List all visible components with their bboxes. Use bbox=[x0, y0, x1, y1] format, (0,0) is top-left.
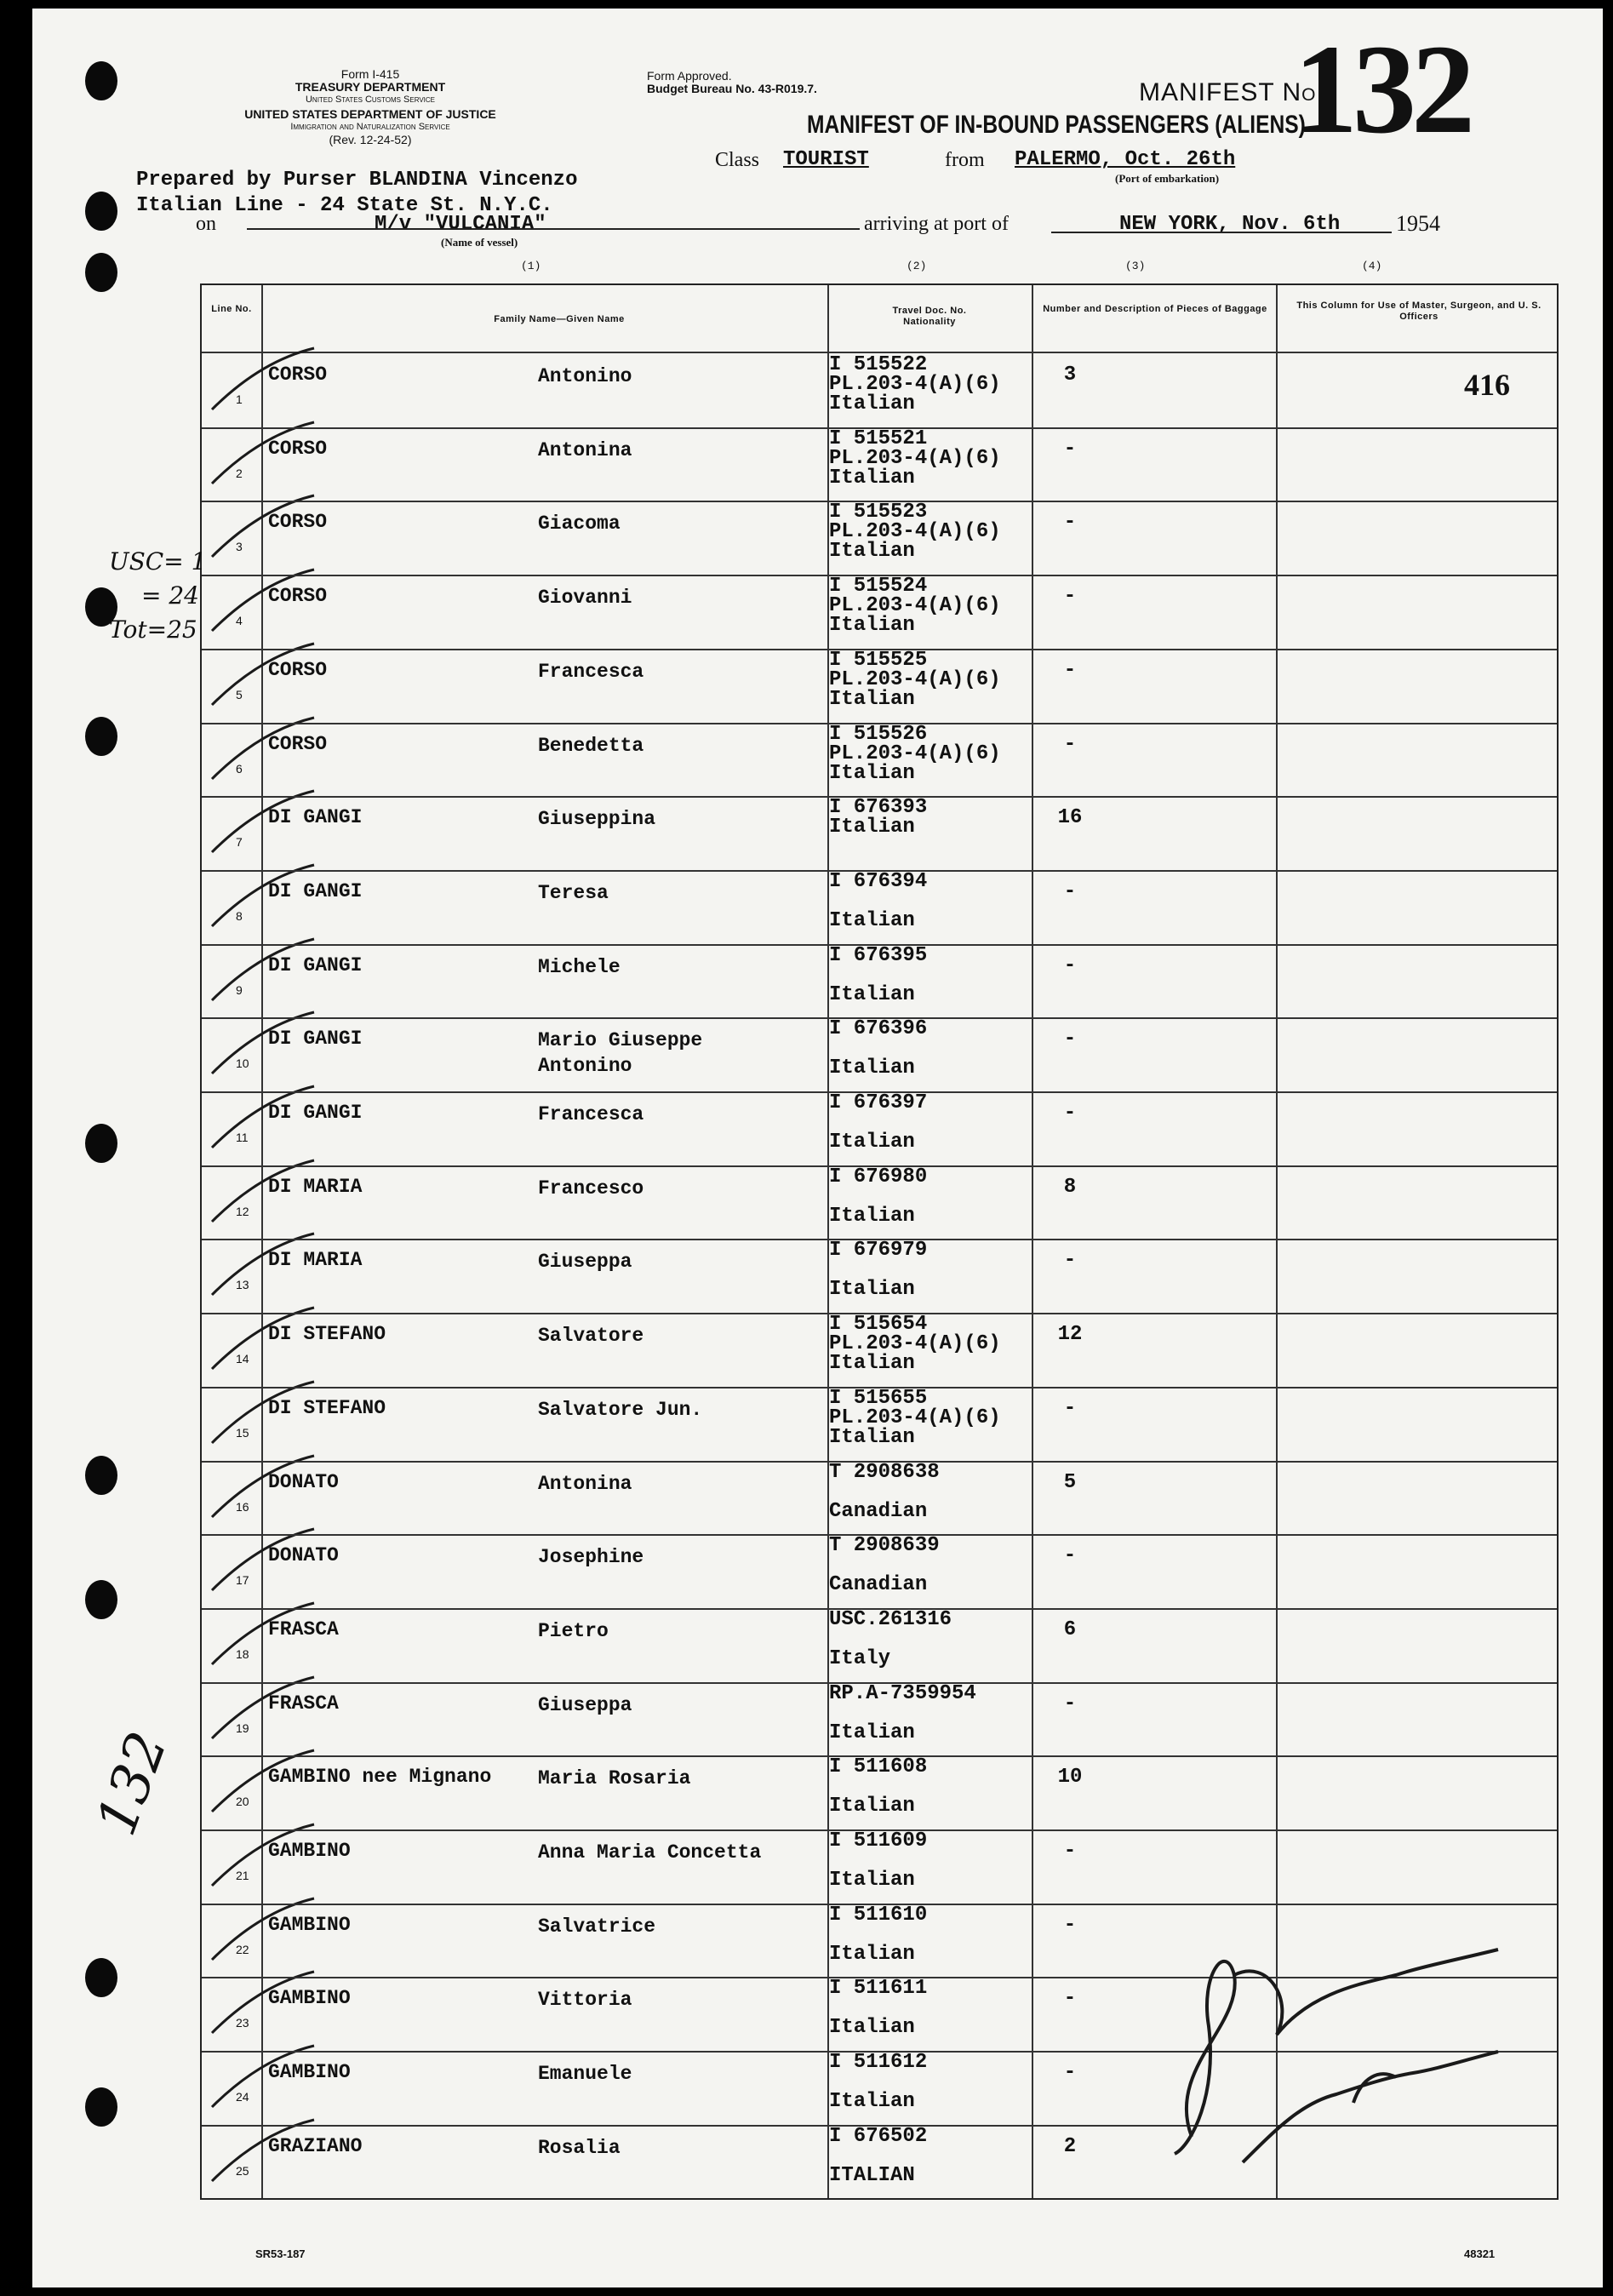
travel-doc-line: I 515655 bbox=[829, 1386, 928, 1410]
line-number: 5 bbox=[236, 687, 243, 701]
travel-doc-line: I 511610 bbox=[829, 1903, 928, 1927]
given-name: Francesca bbox=[538, 660, 644, 683]
travel-doc bbox=[829, 650, 1001, 709]
class-label: Class bbox=[715, 149, 760, 171]
travel-doc-line: I 511608 bbox=[829, 1755, 928, 1779]
travel-doc-line: PL.203-4(A)(6) bbox=[829, 446, 1001, 470]
table-row bbox=[202, 575, 1557, 648]
travel-doc-line: Italian bbox=[829, 1795, 915, 1818]
line-number: 18 bbox=[236, 1646, 249, 1661]
given-name: Antonina bbox=[538, 438, 632, 461]
line-number: 13 bbox=[236, 1278, 249, 1292]
given-name: Emanuele bbox=[538, 2063, 632, 2086]
travel-doc-line bbox=[829, 1925, 927, 1944]
family-name: DI GANGI bbox=[268, 1028, 363, 1051]
baggage-count: - bbox=[1063, 1544, 1077, 1568]
family-name: GAMBINO bbox=[268, 2061, 351, 2084]
family-name: GAMBINO bbox=[268, 1913, 351, 1936]
given-name: Giacoma bbox=[538, 512, 621, 535]
travel-doc-line bbox=[829, 837, 927, 856]
baggage-count: 2 bbox=[1063, 2134, 1077, 2158]
baggage-count: 6 bbox=[1063, 1618, 1077, 1641]
given-name: Pietro bbox=[538, 1619, 609, 1642]
table-row bbox=[202, 1017, 1557, 1091]
given-name: Giuseppina bbox=[538, 808, 656, 831]
travel-doc-line: Italian bbox=[829, 1278, 915, 1302]
travel-doc bbox=[829, 2124, 928, 2187]
table-row bbox=[202, 1091, 1557, 1165]
travel-doc-line: I 676502 bbox=[829, 2124, 928, 2148]
travel-doc-line: I 511612 bbox=[829, 2051, 928, 2075]
travel-doc-line bbox=[829, 1482, 940, 1502]
travel-doc bbox=[829, 1460, 940, 1523]
from-value: PALERMO, Oct. 26th bbox=[1015, 148, 1236, 171]
baggage-count: - bbox=[1063, 511, 1077, 535]
row-divider bbox=[202, 1461, 1557, 1463]
family-name: CORSO bbox=[268, 585, 328, 608]
binder-hole bbox=[85, 1456, 117, 1495]
line-number: 7 bbox=[236, 835, 243, 850]
shipping-line: Italian Line - 24 State St. N.Y.C. bbox=[136, 194, 553, 217]
binder-hole bbox=[85, 192, 117, 231]
travel-doc-line: Italian bbox=[829, 687, 915, 711]
line-number: 16 bbox=[236, 1499, 249, 1514]
travel-doc-line: I 676980 bbox=[829, 1165, 928, 1188]
family-name: CORSO bbox=[268, 511, 328, 534]
table-row bbox=[202, 1534, 1557, 1607]
row-divider bbox=[202, 1534, 1557, 1536]
tally-total: Tot=25 bbox=[109, 616, 197, 644]
header-name: Family Name—Given Name bbox=[494, 314, 625, 324]
travel-doc-line: I 515523 bbox=[829, 501, 928, 524]
travel-doc bbox=[829, 798, 927, 856]
baggage-count: 12 bbox=[1057, 1323, 1083, 1347]
travel-doc-line: PL.203-4(A)(6) bbox=[829, 1406, 1001, 1429]
header-baggage: Number and Description of Pieces of Baggage bbox=[1043, 304, 1267, 314]
baggage-count: - bbox=[1063, 953, 1077, 977]
treasury-label: TREASURY DEPARTMENT bbox=[295, 80, 446, 94]
travel-doc-line: I 511611 bbox=[829, 1977, 928, 2001]
given-name: Antonino bbox=[538, 365, 632, 387]
table-row bbox=[202, 1239, 1557, 1312]
travel-doc-line: I 515524 bbox=[829, 575, 928, 598]
travel-doc bbox=[829, 1977, 928, 2040]
given-name: Benedetta bbox=[538, 734, 644, 757]
baggage-count: - bbox=[1063, 1028, 1077, 1051]
travel-doc-line bbox=[829, 965, 927, 985]
travel-doc bbox=[829, 1239, 928, 1302]
family-name: CORSO bbox=[268, 437, 328, 460]
baggage-count: 5 bbox=[1063, 1470, 1077, 1494]
travel-doc-line: PL.203-4(A)(6) bbox=[829, 1332, 1001, 1356]
travel-doc bbox=[829, 1313, 1001, 1376]
line-number: 6 bbox=[236, 761, 243, 776]
baggage-count: - bbox=[1063, 732, 1077, 756]
row-divider bbox=[202, 1239, 1557, 1240]
arriving-value: NEW YORK, Nov. 6th bbox=[1119, 213, 1341, 236]
manifest-number-label: MANIFEST No. bbox=[1139, 78, 1324, 106]
travel-doc-line: I 676394 bbox=[829, 869, 928, 893]
row-divider bbox=[202, 501, 1557, 502]
row-divider bbox=[202, 1904, 1557, 1905]
line-number: 2 bbox=[236, 466, 243, 480]
class-value: TOURIST bbox=[783, 148, 869, 171]
row-divider bbox=[202, 1165, 1557, 1167]
travel-doc-line: RP.A-7359954 bbox=[829, 1681, 976, 1705]
family-name: DI GANGI bbox=[268, 953, 363, 976]
column4-count: 416 bbox=[1464, 368, 1510, 402]
line-number: 14 bbox=[236, 1352, 249, 1366]
table-row bbox=[202, 427, 1557, 501]
prepared-by: Prepared by Purser BLANDINA Vincenzo bbox=[136, 169, 578, 192]
baggage-count: 16 bbox=[1057, 806, 1083, 830]
table-row bbox=[202, 649, 1557, 722]
travel-doc-line: I 515525 bbox=[829, 648, 928, 672]
line-number: 9 bbox=[236, 982, 243, 997]
travel-doc-line: Italian bbox=[829, 982, 915, 1006]
travel-doc-line bbox=[829, 1187, 927, 1206]
travel-doc-line: I 515526 bbox=[829, 722, 928, 746]
manifest-title: MANIFEST OF IN-BOUND PASSENGERS (ALIENS) bbox=[807, 111, 1306, 139]
travel-doc-line: I 676395 bbox=[829, 943, 928, 967]
family-name: DONATO bbox=[268, 1544, 339, 1567]
family-name: DI STEFANO bbox=[268, 1396, 386, 1419]
from-label: from bbox=[945, 149, 985, 171]
baggage-count: - bbox=[1063, 1102, 1077, 1125]
row-divider bbox=[202, 944, 1557, 946]
given-name: Francesca bbox=[538, 1103, 644, 1125]
handwritten-tally bbox=[109, 545, 206, 647]
arriving-underline bbox=[1051, 232, 1392, 233]
travel-doc bbox=[829, 1831, 927, 1890]
given-name: Teresa bbox=[538, 881, 609, 904]
line-number: 23 bbox=[236, 2016, 249, 2030]
travel-doc-line: Italian bbox=[829, 1204, 915, 1228]
header-officers: This Column for Use of Master, Surgeon, and U. S. Officers bbox=[1296, 301, 1542, 322]
family-name: DI GANGI bbox=[268, 806, 363, 829]
given-name: Mario Giuseppe Antonino bbox=[538, 1029, 703, 1078]
travel-doc bbox=[829, 1757, 927, 1816]
given-name: Vittoria bbox=[538, 1989, 632, 2012]
given-name: Salvatore bbox=[538, 1325, 644, 1348]
travel-doc-line: Italian bbox=[829, 1425, 915, 1449]
travel-doc-line: Italian bbox=[829, 2090, 915, 2114]
given-name: Salvatrice bbox=[538, 1915, 656, 1938]
travel-doc-line: I 511609 bbox=[829, 1829, 928, 1852]
travel-doc-line: Canadian bbox=[829, 1499, 928, 1523]
customs-label: United States Customs Service bbox=[305, 94, 436, 105]
line-number: 22 bbox=[236, 1942, 249, 1956]
footer-serial: 48321 bbox=[1464, 2247, 1496, 2260]
travel-doc-line: Italian bbox=[829, 908, 915, 932]
travel-doc-line bbox=[829, 1629, 952, 1649]
baggage-count: - bbox=[1063, 1396, 1077, 1420]
baggage-count: - bbox=[1063, 1249, 1077, 1273]
travel-doc-line: Italian bbox=[829, 1869, 915, 1892]
year: 1954 bbox=[1396, 211, 1440, 236]
line-number: 24 bbox=[236, 2090, 249, 2104]
binder-hole bbox=[85, 61, 117, 100]
travel-doc-line bbox=[829, 1260, 927, 1280]
table-row bbox=[202, 1387, 1557, 1460]
family-name: DONATO bbox=[268, 1470, 339, 1493]
travel-doc-line: Italian bbox=[829, 1056, 915, 1080]
check-mark bbox=[203, 341, 323, 418]
handwritten-132: 132 bbox=[85, 1724, 180, 1844]
table-row bbox=[202, 353, 1557, 427]
table-row bbox=[202, 944, 1557, 1017]
travel-doc bbox=[829, 1167, 927, 1226]
row-divider bbox=[202, 649, 1557, 650]
travel-doc-line bbox=[829, 1039, 927, 1058]
travel-doc-line: Italian bbox=[829, 614, 915, 638]
given-name: Antonina bbox=[538, 1472, 632, 1495]
travel-doc-line: PL.203-4(A)(6) bbox=[829, 373, 1001, 396]
row-divider bbox=[202, 1387, 1557, 1388]
travel-doc-line bbox=[829, 1851, 927, 1870]
travel-doc bbox=[829, 1905, 927, 1964]
travel-doc-line: I 676393 bbox=[829, 796, 928, 820]
travel-doc-line: USC.261316 bbox=[829, 1607, 952, 1631]
family-name: DI MARIA bbox=[268, 1175, 363, 1198]
row-divider bbox=[202, 1755, 1557, 1757]
binder-hole bbox=[85, 253, 117, 292]
given-name: Rosalia bbox=[538, 2136, 621, 2159]
manifest-number: 132 bbox=[1294, 19, 1470, 160]
travel-doc-line: Italian bbox=[829, 392, 915, 415]
travel-doc bbox=[829, 575, 1001, 638]
travel-doc-line: PL.203-4(A)(6) bbox=[829, 594, 1001, 618]
family-name: GRAZIANO bbox=[268, 2134, 363, 2157]
travel-doc bbox=[829, 1681, 976, 1744]
baggage-count: - bbox=[1063, 658, 1077, 682]
family-name: GAMBINO bbox=[268, 1840, 351, 1862]
travel-doc bbox=[829, 429, 1001, 488]
vessel-underline bbox=[247, 228, 860, 230]
table-row bbox=[202, 501, 1557, 574]
travel-doc-line: Canadian bbox=[829, 1573, 928, 1597]
travel-doc-line: ITALIAN bbox=[829, 2163, 915, 2187]
vessel-name: M/v "VULCANIA" bbox=[375, 213, 546, 236]
form-approved: Form Approved. bbox=[647, 69, 732, 83]
budget-bureau: Budget Bureau No. 43-R019.7. bbox=[647, 82, 817, 95]
row-divider bbox=[202, 1829, 1557, 1831]
table-row bbox=[202, 1755, 1557, 1829]
travel-doc-line: Italian bbox=[829, 540, 915, 564]
line-number: 1 bbox=[236, 392, 243, 406]
binder-hole bbox=[85, 1124, 117, 1163]
travel-doc-line bbox=[829, 1555, 940, 1575]
baggage-count: - bbox=[1063, 1913, 1077, 1937]
travel-doc bbox=[829, 943, 928, 1006]
line-number: 19 bbox=[236, 1721, 249, 1735]
passenger-table bbox=[200, 283, 1559, 2200]
travel-doc-line: Italian bbox=[829, 1352, 915, 1376]
travel-doc-line: I 676396 bbox=[829, 1017, 928, 1041]
travel-doc-line bbox=[829, 1703, 976, 1723]
line-number: 4 bbox=[236, 614, 243, 628]
family-name: FRASCA bbox=[268, 1692, 339, 1715]
travel-doc bbox=[829, 724, 1001, 783]
table-row bbox=[202, 1461, 1557, 1534]
given-name: Giuseppa bbox=[538, 1693, 632, 1716]
header-line-no: Line No. bbox=[211, 304, 252, 314]
footer-form-code: SR53-187 bbox=[255, 2247, 306, 2260]
column-number-3: (3) bbox=[1125, 260, 1146, 272]
travel-doc bbox=[829, 355, 1001, 414]
travel-doc-line bbox=[829, 1777, 927, 1796]
revision-label: (Rev. 12-24-52) bbox=[329, 133, 412, 146]
table-row bbox=[202, 1682, 1557, 1755]
travel-doc-line: Italian bbox=[829, 1721, 915, 1744]
travel-doc-line: Italian bbox=[829, 816, 915, 839]
port-caption: (Port of embarkation) bbox=[1115, 172, 1220, 185]
family-name: GAMBINO nee Mignano bbox=[268, 1766, 492, 1789]
line-number: 20 bbox=[236, 1795, 249, 1809]
baggage-count: 3 bbox=[1063, 364, 1077, 386]
row-divider bbox=[202, 1682, 1557, 1684]
row-divider bbox=[202, 1091, 1557, 1093]
line-number: 25 bbox=[236, 2163, 249, 2178]
given-name: Salvatore Jun. bbox=[538, 1398, 703, 1421]
travel-doc-line bbox=[829, 2072, 927, 2092]
baggage-count: 8 bbox=[1063, 1175, 1077, 1199]
ins-label: Immigration and Naturalization Service bbox=[290, 122, 450, 132]
travel-doc-line: Italian bbox=[829, 2016, 915, 2040]
travel-doc-line: T 2908639 bbox=[829, 1534, 940, 1558]
row-divider bbox=[202, 1608, 1557, 1610]
column-number-1: (1) bbox=[521, 260, 541, 272]
family-name: DI GANGI bbox=[268, 879, 363, 902]
travel-doc-line: I 515654 bbox=[829, 1313, 928, 1337]
baggage-count: - bbox=[1063, 585, 1077, 609]
line-number: 21 bbox=[236, 1869, 249, 1882]
family-name: GAMBINO bbox=[268, 1987, 351, 2010]
travel-doc-line: Italian bbox=[829, 1942, 915, 1966]
family-name: DI STEFANO bbox=[268, 1323, 386, 1346]
column-number-2: (2) bbox=[907, 260, 927, 272]
line-number: 10 bbox=[236, 1056, 249, 1071]
travel-doc bbox=[829, 1607, 952, 1670]
form-agency-block bbox=[192, 68, 549, 146]
travel-doc bbox=[829, 1093, 927, 1152]
approval-block bbox=[647, 70, 817, 95]
travel-doc bbox=[829, 1019, 927, 1078]
travel-doc-line: PL.203-4(A)(6) bbox=[829, 741, 1001, 765]
travel-doc bbox=[829, 1536, 940, 1595]
travel-doc-line bbox=[829, 2146, 927, 2166]
tally-usc: USC= 1 bbox=[109, 547, 207, 575]
travel-doc-line: I 515522 bbox=[829, 353, 928, 376]
travel-doc bbox=[829, 501, 1001, 564]
binder-hole bbox=[85, 2087, 117, 2127]
given-name: Giovanni bbox=[538, 587, 632, 610]
baggage-count: 10 bbox=[1057, 1766, 1083, 1789]
travel-doc bbox=[829, 869, 928, 932]
binder-hole bbox=[85, 1958, 117, 1997]
row-divider bbox=[202, 796, 1557, 798]
line-number: 11 bbox=[236, 1131, 249, 1144]
given-name: Anna Maria Concetta bbox=[538, 1841, 762, 1864]
table-row bbox=[202, 1313, 1557, 1386]
travel-doc-line bbox=[829, 1998, 927, 2018]
given-name: Giuseppa bbox=[538, 1251, 632, 1274]
family-name: FRASCA bbox=[268, 1618, 339, 1640]
justice-label: UNITED STATES DEPARTMENT OF JUSTICE bbox=[244, 107, 496, 121]
family-name: DI GANGI bbox=[268, 1102, 363, 1124]
baggage-count: - bbox=[1063, 1840, 1077, 1863]
travel-doc-line: T 2908638 bbox=[829, 1460, 940, 1484]
row-divider bbox=[202, 427, 1557, 429]
form-number: Form I-415 bbox=[340, 67, 400, 81]
table-row bbox=[202, 870, 1557, 943]
travel-doc bbox=[829, 1388, 1001, 1447]
row-divider bbox=[202, 575, 1557, 576]
line-number: 3 bbox=[236, 540, 243, 554]
family-name: DI MARIA bbox=[268, 1249, 363, 1272]
table-row bbox=[202, 796, 1557, 869]
travel-doc-line bbox=[829, 891, 927, 911]
vessel-caption: (Name of vessel) bbox=[441, 236, 518, 249]
travel-doc-line: Italian bbox=[829, 466, 915, 490]
arriving-label: arriving at port of bbox=[864, 213, 1009, 235]
binder-hole bbox=[85, 1580, 117, 1619]
travel-doc-line: I 515521 bbox=[829, 427, 928, 450]
row-divider bbox=[202, 1017, 1557, 1019]
row-divider bbox=[202, 870, 1557, 872]
baggage-count: - bbox=[1063, 2061, 1077, 2085]
given-name: Maria Rosaria bbox=[538, 1767, 691, 1790]
line-number: 15 bbox=[236, 1425, 249, 1440]
baggage-count: - bbox=[1063, 1987, 1077, 2011]
given-name: Michele bbox=[538, 955, 621, 978]
travel-doc-line: Italian bbox=[829, 1131, 915, 1154]
line-number: 8 bbox=[236, 908, 243, 923]
family-name: CORSO bbox=[268, 364, 328, 386]
travel-doc bbox=[829, 2051, 928, 2114]
table-row bbox=[202, 1165, 1557, 1239]
travel-doc-line: I 676397 bbox=[829, 1091, 928, 1114]
row-divider bbox=[202, 723, 1557, 724]
travel-doc-line: PL.203-4(A)(6) bbox=[829, 520, 1001, 544]
travel-doc-line: PL.203-4(A)(6) bbox=[829, 667, 1001, 691]
travel-doc-line bbox=[829, 1113, 927, 1132]
line-number: 12 bbox=[236, 1204, 249, 1218]
header-travel-doc: Travel Doc. No. Nationality bbox=[892, 306, 967, 327]
travel-doc-line: Italy bbox=[829, 1646, 891, 1670]
table-row bbox=[202, 1608, 1557, 1681]
on-label: on bbox=[196, 213, 216, 235]
baggage-count: - bbox=[1063, 437, 1077, 461]
column-number-4: (4) bbox=[1362, 260, 1382, 272]
given-name: Josephine bbox=[538, 1546, 644, 1569]
travel-doc-line: I 676979 bbox=[829, 1239, 928, 1263]
binder-hole bbox=[85, 717, 117, 756]
table-row bbox=[202, 723, 1557, 796]
table-row bbox=[202, 1829, 1557, 1903]
officer-signature bbox=[1141, 1924, 1566, 2179]
line-number: 17 bbox=[236, 1573, 249, 1588]
given-name: Francesco bbox=[538, 1177, 644, 1200]
travel-doc-line: Italian bbox=[829, 761, 915, 785]
row-divider bbox=[202, 1313, 1557, 1314]
baggage-count: - bbox=[1063, 879, 1077, 903]
baggage-count: - bbox=[1063, 1692, 1077, 1715]
family-name: CORSO bbox=[268, 732, 328, 755]
family-name: CORSO bbox=[268, 658, 328, 681]
tally-aliens: = 24 bbox=[141, 581, 199, 610]
